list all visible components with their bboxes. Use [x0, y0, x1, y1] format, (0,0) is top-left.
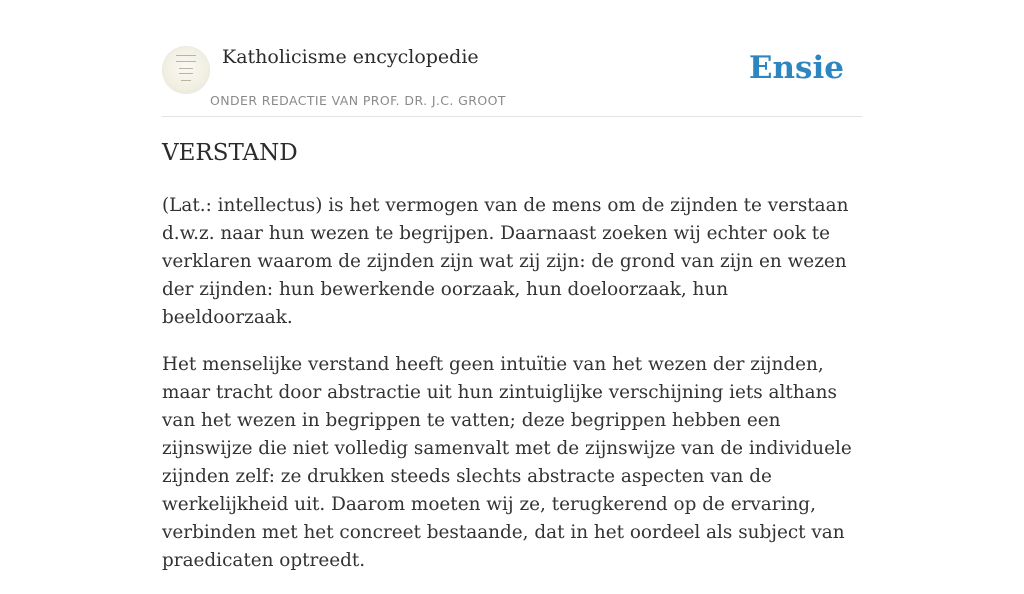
- header: [162, 40, 862, 117]
- article-headword: VERSTAND: [162, 140, 298, 166]
- publication-title[interactable]: Katholicisme encyclopedie: [222, 46, 479, 68]
- book-cover-icon[interactable]: [162, 46, 210, 94]
- brand-logo[interactable]: Ensie: [748, 50, 844, 86]
- editor-line: ONDER REDACTIE VAN PROF. DR. J.C. GROOT: [210, 93, 506, 108]
- article-paragraph: (Lat.: intellectus) is het vermogen van de mens om de zijnden te verstaan d.w.z. naar hun wezen te begrijpen. Daarnaast zoeken wij echter ook te verklaren waarom de zijnden zijn wat zij zijn: de grond van zijn en wezen der zijnden: hun bewerkende oorzaak, hun doeloorzaak, hun beeldoorzaak.: [162, 195, 849, 328]
- article-paragraph: Het menselijke verstand heeft geen intuïtie van het wezen der zijnden, maar tracht door abstractie uit hun zintuiglijke verschijning iets althans van het wezen in begrippen te vatten; deze begrippen hebben een zijnswijze die niet volledig samenvalt met de zijnswijze van de individuele zijnden zelf: ze drukken steeds slechts abstracte aspecten van de werkelijkheid uit. Daarom moeten wij ze, terugkerend op de ervaring, verbinden met het concreet bestaande, dat in het oordeel als subject van praedicaten optreedt.: [162, 354, 852, 571]
- article-body: [162, 192, 862, 594]
